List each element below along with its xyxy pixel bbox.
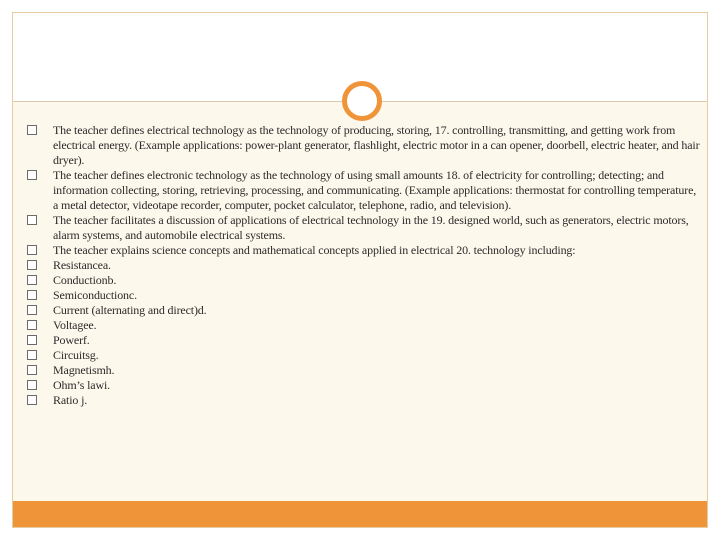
bullet-item [27,318,703,333]
bullet-item [27,393,703,408]
bullet-item [27,333,703,348]
footer-bar [13,501,707,527]
bullet-text: Ohm’s lawi. [53,378,111,392]
bullet-item [27,213,703,243]
bullet-text: Resistancea. [53,258,111,272]
bullet-text: The teacher explains science concepts and mathematical concepts applied in electrical 20. technology including: [53,243,576,257]
bullet-text: Conductionb. [53,273,117,287]
checkbox-bullet-icon [27,365,37,375]
bullet-text: The teacher facilitates a discussion of applications of electrical technology in the 19. designed world, such as generators, electric motors, alarm systems, and automobile electrical systems. [53,213,689,242]
bullet-item [27,273,703,288]
checkbox-bullet-icon [27,335,37,345]
bullet-item [27,123,703,168]
checkbox-bullet-icon [27,305,37,315]
checkbox-bullet-icon [27,350,37,360]
bullet-text: Current (alternating and direct)d. [53,303,207,317]
bullet-item [27,258,703,273]
decorative-ring-icon [342,81,382,121]
checkbox-bullet-icon [27,290,37,300]
checkbox-bullet-icon [27,320,37,330]
checkbox-bullet-icon [27,125,37,135]
bullet-text: Ratio j. [53,393,88,407]
checkbox-bullet-icon [27,380,37,390]
bullet-list [27,123,703,408]
checkbox-bullet-icon [27,245,37,255]
bullet-item [27,363,703,378]
bullet-text: Powerf. [53,333,90,347]
bullet-text: The teacher defines electrical technology as the technology of producing, storing, 17. controlling, transmitting, and getting work from electrical energy. (Example applications: power-plant generator, flashlight, electric motor in a can opener, doorbell, electric heater, and hair dryer). [53,123,700,167]
checkbox-bullet-icon [27,260,37,270]
checkbox-bullet-icon [27,395,37,405]
bullet-item [27,303,703,318]
bullet-item [27,288,703,303]
slide [12,12,708,528]
bullet-text: Circuitsg. [53,348,99,362]
bullet-text: Voltagee. [53,318,97,332]
bullet-text: Magnetismh. [53,363,115,377]
bullet-item [27,168,703,213]
bullet-text: Semiconductionc. [53,288,137,302]
checkbox-bullet-icon [27,275,37,285]
bullet-text: The teacher defines electronic technology as the technology of using small amounts 18. of electricity for controlling; detecting; and information collecting, storing, retrieving, processing, and communicating. (Example applications: thermostat for controlling temperature, a metal detector, videotape recorder, computer, pocket calculator, telephone, radio, and television). [53,168,697,212]
checkbox-bullet-icon [27,215,37,225]
bullet-item [27,243,703,258]
bullet-item [27,348,703,363]
checkbox-bullet-icon [27,170,37,180]
bullet-item [27,378,703,393]
